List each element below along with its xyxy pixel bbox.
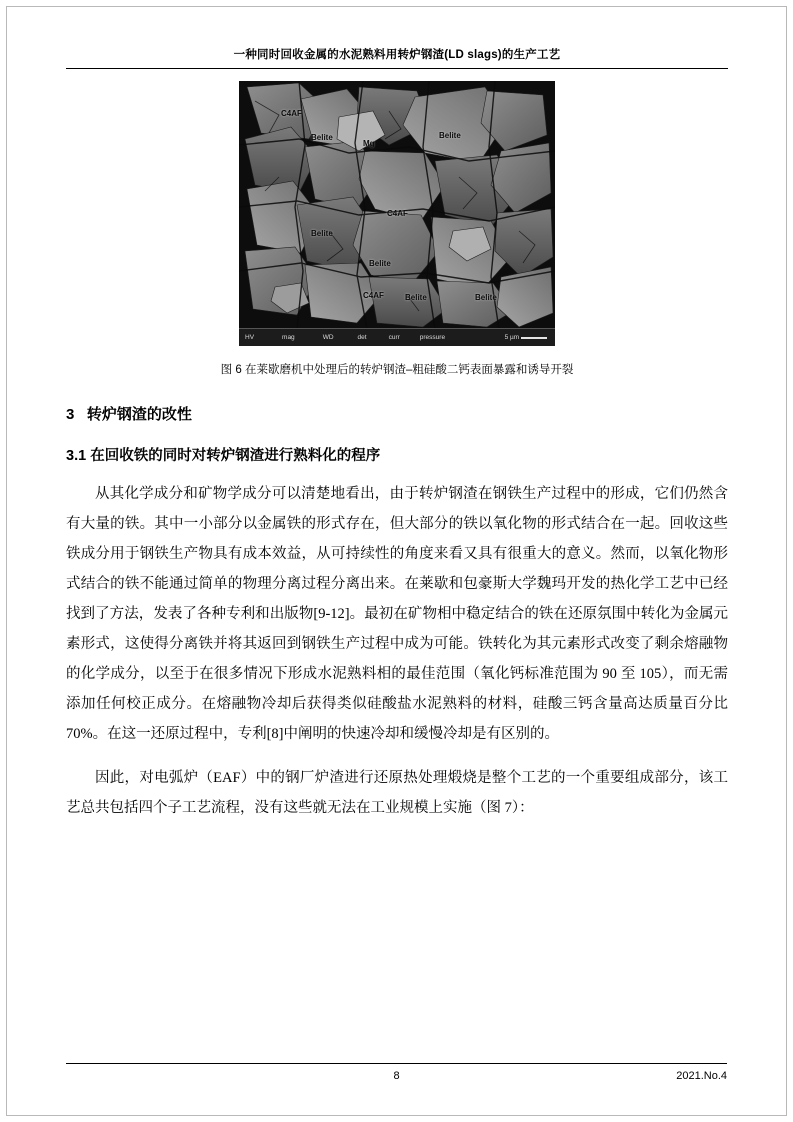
- figure-caption: 图 6 在莱歇磨机中处理后的转炉钢渣–粗硅酸二钙表面暴露和诱导开裂: [220, 364, 574, 376]
- phase-label-belite-4: Belite: [369, 259, 391, 268]
- micrograph-status-bar: [239, 328, 555, 346]
- figure-block: [66, 81, 728, 377]
- phase-label-belite-1: Belite: [311, 133, 333, 142]
- paragraph-1: 从其化学成分和矿物学成分可以清楚地看出，由于转炉钢渣在钢铁生产过程中的形成，它们仍然含有大量的铁。其中一小部分以金属铁的形式存在，但大部分的铁以氧化物的形式结合在一起。回收这些铁成分用于钢铁生产物具有成本效益，从可持续性的角度来看又具有很重大的意义。然而，以氧化物形式结合的铁不能通过简单的物理分离过程分离出来。在莱歇和包豪斯大学魏玛开发的热化学工艺中已经找到了方法，发表了各种专利和出版物[9-12]。最初在矿物相中稳定结合的铁在还原氛围中转化为金属元素形式，这使得分离铁并将其返回到钢铁生产过程中成为可能。铁转化为其元素形式改变了剩余熔融物的化学成分，以至于在很多情况下形成水泥熟料相的最佳范围（氧化钙标准范围为 90 至 105），而无需添加任何校正成分。在熔融物冷却后获得类似硅酸盐水泥熟料的材料，硅酸三钙含量高达质量百分比 70%。在这一还原过程中，专利[8]中阐明的快速冷却和缓慢冷却是有区别的。: [66, 486, 728, 742]
- page-content: [66, 46, 728, 823]
- phase-label-c4af-1: C4AF: [281, 109, 302, 118]
- paragraph-2: 因此，对电弧炉（EAF）中的钢厂炉渣进行还原热处理煅烧是整个工艺的一个重要组成部分，该工艺总共包括四个子工艺流程，没有这些就无法在工业规模上实施（图 7）：: [66, 770, 728, 816]
- section-number-3: 3: [66, 406, 75, 423]
- scale-bar: [493, 334, 555, 341]
- page-footer: [66, 1063, 727, 1086]
- scale-bar-label: 5 µm: [504, 334, 520, 341]
- footer-row: [66, 1070, 727, 1086]
- phase-label-mg: Mg: [363, 139, 375, 148]
- status-field-pressure: pressure: [419, 334, 446, 341]
- section-title-3-1: 在回收铁的同时对转炉钢渣进行熟料化的程序: [90, 448, 381, 464]
- header-divider: [66, 68, 728, 69]
- section-heading-3: [66, 403, 728, 424]
- sem-micrograph-image: [239, 81, 555, 346]
- status-field-curr: curr: [388, 334, 400, 341]
- status-field-wd: WD: [322, 334, 334, 341]
- running-header: 一种同时回收金属的水泥熟料用转炉钢渣(LD slags)的生产工艺: [233, 49, 561, 61]
- section-number-3-1: 3.1: [66, 448, 87, 464]
- section-heading-3-1: [66, 444, 728, 465]
- phase-label-belite-6: Belite: [475, 293, 497, 302]
- phase-label-belite-5: Belite: [405, 293, 427, 302]
- status-field-mag: mag: [282, 334, 295, 341]
- section-title-3: 转炉钢渣的改性: [86, 406, 192, 423]
- status-field-det: det: [357, 334, 367, 341]
- phase-label-belite-3: Belite: [311, 229, 333, 238]
- footer-divider: [66, 1063, 727, 1064]
- page-number: 8: [393, 1070, 400, 1082]
- status-field-hv: HV: [245, 334, 255, 341]
- scale-bar-line: [521, 337, 547, 339]
- phase-label-c4af-2: C4AF: [387, 209, 408, 218]
- issue-label: 2021.No.4: [676, 1070, 727, 1082]
- phase-label-c4af-3: C4AF: [363, 291, 384, 300]
- phase-label-belite-2: Belite: [439, 131, 461, 140]
